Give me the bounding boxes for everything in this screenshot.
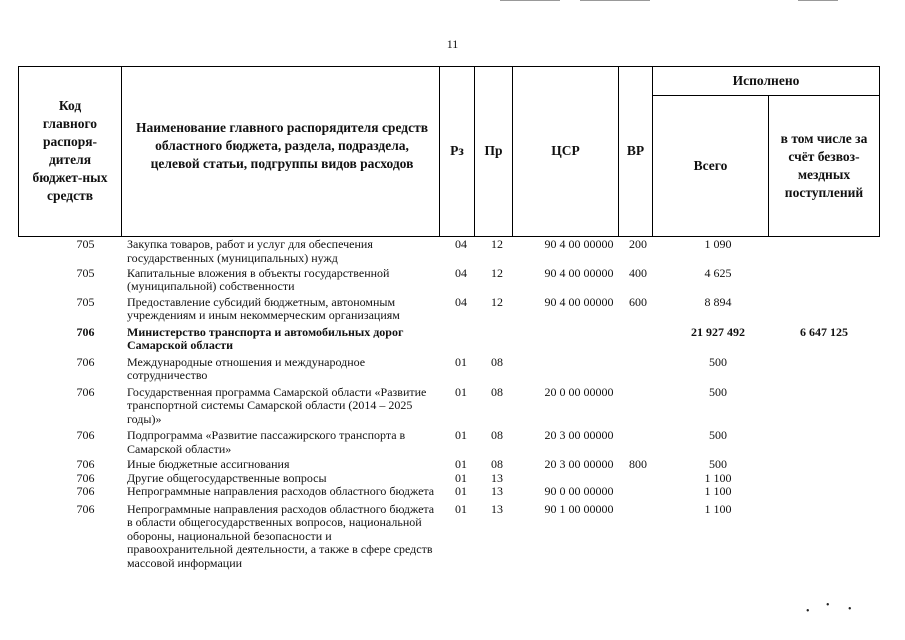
row-csr: 90 4 00 00000: [544, 294, 614, 309]
row-vr: 800: [629, 457, 647, 471]
row-rz: 01: [455, 457, 467, 471]
header-vr: ВР: [626, 143, 645, 158]
row-vsego: 1 090: [704, 237, 732, 251]
scan-speck: •: [826, 600, 830, 611]
row-name: Подпрограмма «Развитие пассажирского транспорта в Самарской области»: [127, 428, 406, 456]
row-rz: 04: [455, 265, 467, 280]
table-row: [18, 503, 880, 571]
row-name: Международные отношения и международное сотрудничество: [127, 354, 366, 382]
scan-speck: •: [806, 606, 810, 617]
row-csr: 90 0 00 00000: [544, 484, 614, 498]
table-row: [18, 296, 880, 323]
row-rz: 04: [455, 237, 467, 251]
row-pr: 12: [491, 265, 503, 280]
table-header: [18, 66, 880, 237]
row-vsego: 21 927 492: [691, 324, 745, 339]
row-name: Непрограммные направления расходов областного бюджета в области общегосударственных вопросов, национальной обороны, национальной безопасности и правоохранительной деятельности, а также в сфере средств массовой информации: [127, 501, 435, 570]
row-csr: 20 3 00 00000: [544, 457, 614, 471]
table-row: [18, 472, 880, 486]
row-name: Предоставление субсидий бюджетным, автономным учреждениям и иным некоммерческим организациям: [127, 294, 400, 322]
row-kod: 705: [76, 294, 95, 309]
row-rz: 01: [455, 354, 467, 369]
scan-top-mark: [580, 0, 650, 1]
row-name: Государственная программа Самарской области «Развитие транспортной системы Самарской области (2014 – 2025 годы)»: [127, 384, 427, 426]
row-rz: 01: [455, 484, 467, 498]
row-pr: 08: [491, 354, 503, 369]
row-kod: 706: [76, 457, 95, 471]
row-vsego: 1 100: [704, 470, 732, 485]
row-name: Непрограммные направления расходов областного бюджета: [127, 484, 435, 498]
row-kod: 705: [76, 265, 95, 280]
row-pr: 08: [491, 457, 503, 471]
header-csr: ЦСР: [551, 143, 580, 158]
row-pr: 13: [491, 501, 503, 516]
table-row: [18, 237, 880, 265]
table-row: [18, 267, 880, 294]
row-vsego: 4 625: [704, 265, 732, 280]
table-row: [18, 458, 880, 472]
row-name: Закупка товаров, работ и услуг для обеспечения государственных (муниципальных) нужд: [127, 237, 373, 265]
row-pr: 12: [491, 294, 503, 309]
scan-speck: •: [848, 604, 852, 615]
row-rz: 01: [455, 470, 467, 485]
row-kod: 706: [76, 428, 95, 442]
table-row: [18, 326, 880, 353]
table-row: [18, 485, 880, 499]
row-vsego: 8 894: [704, 294, 732, 309]
row-pr: 13: [491, 484, 503, 498]
page-number: 11: [446, 37, 459, 51]
row-vr: 600: [629, 294, 647, 309]
row-kod: 706: [76, 384, 95, 399]
row-vsego: 1 100: [704, 484, 732, 498]
row-vsego: 500: [709, 354, 727, 369]
row-csr: 90 4 00 00000: [544, 265, 614, 280]
table-row: [18, 429, 880, 456]
row-rz: 01: [455, 428, 467, 442]
row-csr: 20 3 00 00000: [544, 428, 614, 442]
row-pr: 08: [491, 384, 503, 399]
header-name: Наименование главного распорядителя средств областного бюджета, раздела, подраздела, целевой статьи, подгруппы видов расходов: [135, 120, 428, 171]
row-rz: 01: [455, 501, 467, 516]
row-rz: 01: [455, 384, 467, 399]
row-kod: 706: [76, 484, 95, 498]
scan-top-mark: [798, 0, 838, 1]
header-kod: Код главного распоря-дителя бюджет-ных средств: [32, 98, 108, 203]
header-vsego: Всего: [693, 158, 728, 173]
row-kod: 706: [76, 470, 95, 485]
row-vr: 400: [629, 265, 647, 280]
row-free: 6 647 125: [800, 324, 848, 339]
row-name: Другие общегосударственные вопросы: [127, 470, 327, 485]
row-kod: 706: [76, 354, 95, 369]
row-vsego: 500: [709, 384, 727, 399]
header-ispolneno: Исполнено: [732, 72, 800, 88]
row-name: Иные бюджетные ассигнования: [127, 457, 290, 471]
row-kod: 706: [76, 501, 95, 516]
table-row: [18, 386, 880, 427]
header-free: в том числе за счёт безвоз-мездных поступлений: [780, 131, 868, 200]
row-pr: 08: [491, 428, 503, 442]
row-vr: 200: [629, 237, 647, 251]
row-rz: 04: [455, 294, 467, 309]
row-vsego: 500: [709, 457, 727, 471]
table-body: [18, 238, 880, 570]
row-vsego: 1 100: [704, 501, 732, 516]
row-name: Капитальные вложения в объекты государственной (муниципальной) собственности: [127, 265, 390, 293]
row-csr: 90 1 00 00000: [544, 501, 614, 516]
row-name: Министерство транспорта и автомобильных дорог Самарской области: [127, 324, 404, 352]
row-csr: 20 0 00 00000: [544, 384, 614, 399]
table-row: [18, 356, 880, 383]
header-pr: Пр: [484, 143, 503, 158]
row-pr: 13: [491, 470, 503, 485]
scan-top-mark: [500, 0, 560, 1]
row-vsego: 500: [709, 428, 727, 442]
row-kod: 705: [76, 237, 95, 251]
row-csr: 90 4 00 00000: [544, 237, 614, 251]
row-kod: 706: [76, 324, 95, 339]
header-rz: Рз: [450, 143, 464, 158]
row-pr: 12: [491, 237, 503, 251]
